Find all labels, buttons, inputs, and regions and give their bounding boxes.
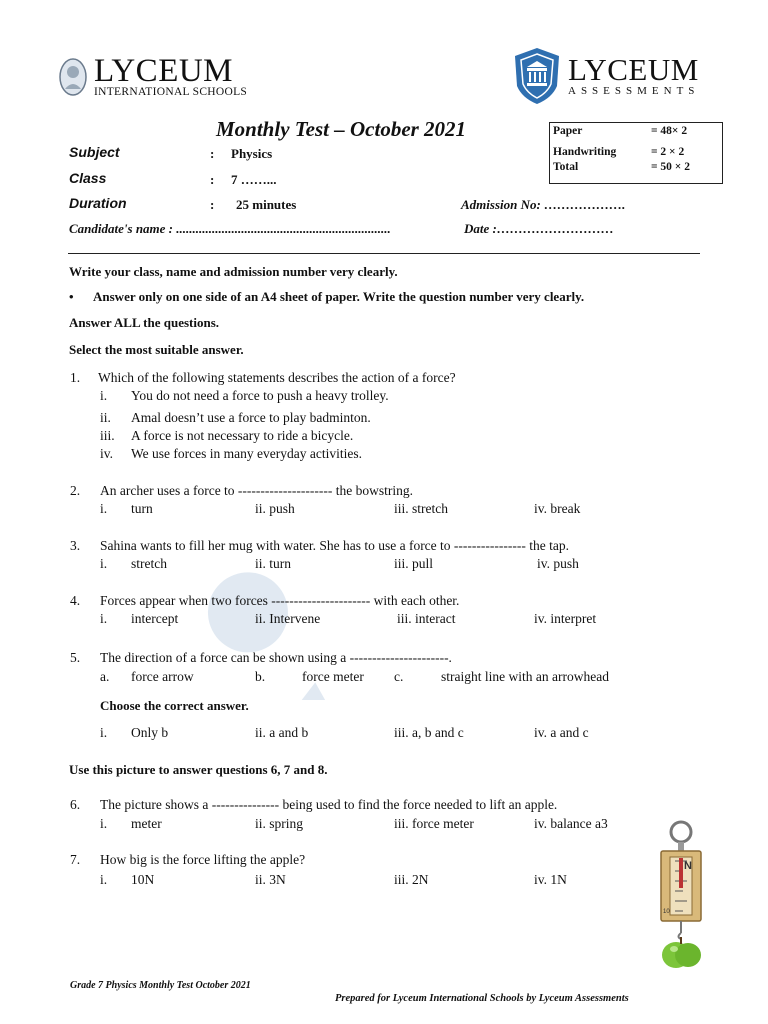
option-text: iii. force meter (394, 816, 474, 831)
option-text: stretch (131, 556, 167, 571)
option-text: iv. push (537, 556, 579, 571)
score-box (549, 122, 723, 184)
lyceum-schools-logo (58, 53, 248, 98)
option-text: Only b (131, 725, 169, 740)
lyceum-assessments-shield-icon (512, 46, 562, 106)
option-text: turn (131, 501, 153, 516)
right-logo-name: LYCEUM (568, 52, 699, 87)
option-number: c. (394, 669, 404, 684)
question-number: 5. (70, 650, 81, 665)
choose-instruction: Choose the correct answer. (100, 698, 249, 713)
class-value: 7 ……... (231, 172, 277, 187)
picture-note: Use this picture to answer questions 6, 7 and 8. (69, 762, 328, 777)
option-text: iii. 2N (394, 872, 429, 887)
option-text: 10N (131, 872, 155, 887)
option-text: intercept (131, 611, 179, 626)
option-number: i. (100, 872, 108, 887)
candidate-name-field[interactable]: Candidate's name : .................................................................. (69, 221, 391, 236)
option-text: ii. Intervene (255, 611, 321, 626)
question-text: How big is the force lifting the apple? (100, 852, 306, 867)
colon: : (210, 172, 215, 187)
instruction-line: Answer ALL the questions. (69, 315, 220, 330)
option-text: iii. pull (394, 556, 434, 571)
lyceum-watermark (150, 300, 630, 700)
subject-label: Subject (69, 144, 120, 160)
colon: : (210, 146, 215, 161)
option-text: iv. interpret (534, 611, 597, 626)
score-row (553, 161, 690, 173)
option-text: ii. spring (255, 816, 304, 831)
option-text: Amal doesn’t use a force to play badminton. (131, 410, 371, 425)
score-label: Paper (553, 125, 583, 137)
colon: : (210, 197, 215, 212)
option-text: iv. balance a3 (534, 816, 608, 831)
score-value: = 2 × 2 (651, 146, 685, 158)
score-row (553, 125, 687, 137)
subject-value: Physics (231, 146, 273, 161)
question-number: 4. (70, 593, 81, 608)
left-logo-name: LYCEUM (94, 53, 234, 89)
option-text: iv. break (534, 501, 581, 516)
question-number: 6. (70, 797, 81, 812)
option-number: iv. (100, 446, 113, 461)
option-number: i. (100, 725, 108, 740)
option-text: You do not need a force to push a heavy trolley. (131, 388, 389, 403)
page-title: Monthly Test – October 2021 (216, 117, 467, 141)
option-number: i. (100, 556, 108, 571)
option-text: ii. push (255, 501, 295, 516)
option-text: iii. stretch (394, 501, 448, 516)
lyceum-assessments-logo (512, 46, 699, 106)
option-text: iv. a and c (534, 725, 589, 740)
question-text: Sahina wants to fill her mug with water. She has to use a force to ---------------- the tap. (100, 538, 569, 553)
question-number: 7. (70, 852, 81, 867)
duration-label: Duration (69, 195, 127, 211)
question-number: 1. (70, 370, 81, 385)
option-text: iii. interact (397, 611, 456, 626)
score-label: Total (553, 161, 579, 173)
score-label: Handwriting (553, 146, 617, 158)
option-number: ii. (100, 410, 111, 425)
footer-right: Prepared for Lyceum International Schools by Lyceum Assessments (335, 993, 629, 1004)
question-text: An archer uses a force to --------------------- the bowstring. (100, 483, 413, 498)
duration-value: 25 minutes (236, 197, 297, 212)
option-text: iv. 1N (534, 872, 567, 887)
question-text: The picture shows a --------------- being used to find the force needed to lift an apple. (100, 797, 558, 812)
bullet: • (69, 289, 74, 304)
option-text: We use forces in many everyday activities. (131, 446, 362, 461)
footer-left: Grade 7 Physics Monthly Test October 2021 (70, 980, 251, 991)
option-text: ii. a and b (255, 725, 309, 740)
question-number: 3. (70, 538, 81, 553)
date-field[interactable]: Date :……………………… (464, 221, 614, 236)
instruction-line: Answer only on one side of an A4 sheet of paper. Write the question number very clearly. (93, 289, 585, 304)
svg-text:N: N (684, 860, 692, 872)
option-number: i. (100, 388, 108, 403)
option-number: b. (255, 669, 266, 684)
option-text: ii. turn (255, 556, 291, 571)
score-value: = 50 × 2 (651, 161, 690, 173)
option-number: a. (100, 669, 110, 684)
lyceum-school-crest-icon (58, 57, 88, 97)
question-text: The direction of a force can be shown using a ----------------------. (100, 650, 452, 665)
class-label: Class (69, 170, 107, 186)
instruction-line: Select the most suitable answer. (69, 342, 244, 357)
option-text: ii. 3N (255, 872, 286, 887)
svg-text:10: 10 (663, 909, 670, 915)
option-text: A force is not necessary to ride a bicycle. (131, 428, 354, 443)
option-text: iii. a, b and c (394, 725, 464, 740)
divider (68, 253, 700, 254)
question-number: 2. (70, 483, 81, 498)
option-text: meter (131, 816, 162, 831)
question-text: Forces appear when two forces ---------------------- with each other. (100, 593, 460, 608)
option-text: force meter (302, 669, 364, 684)
instruction-line: Write your class, name and admission number very clearly. (69, 264, 398, 279)
force-meter-icon (650, 815, 710, 975)
score-row (553, 146, 684, 158)
option-number: i. (100, 816, 108, 831)
score-value: = 48× 2 (651, 125, 688, 137)
right-logo-sub: ASSESSMENTS (568, 85, 700, 97)
option-number: iii. (100, 428, 115, 443)
admission-field[interactable]: Admission No: ………………. (461, 197, 626, 212)
option-number: i. (100, 611, 108, 626)
question-text: Which of the following statements describes the action of a force? (98, 370, 456, 385)
option-text: straight line with an arrowhead (441, 669, 609, 684)
left-logo-sub: INTERNATIONAL SCHOOLS (94, 86, 248, 98)
option-text: force arrow (131, 669, 194, 684)
option-number: i. (100, 501, 108, 516)
